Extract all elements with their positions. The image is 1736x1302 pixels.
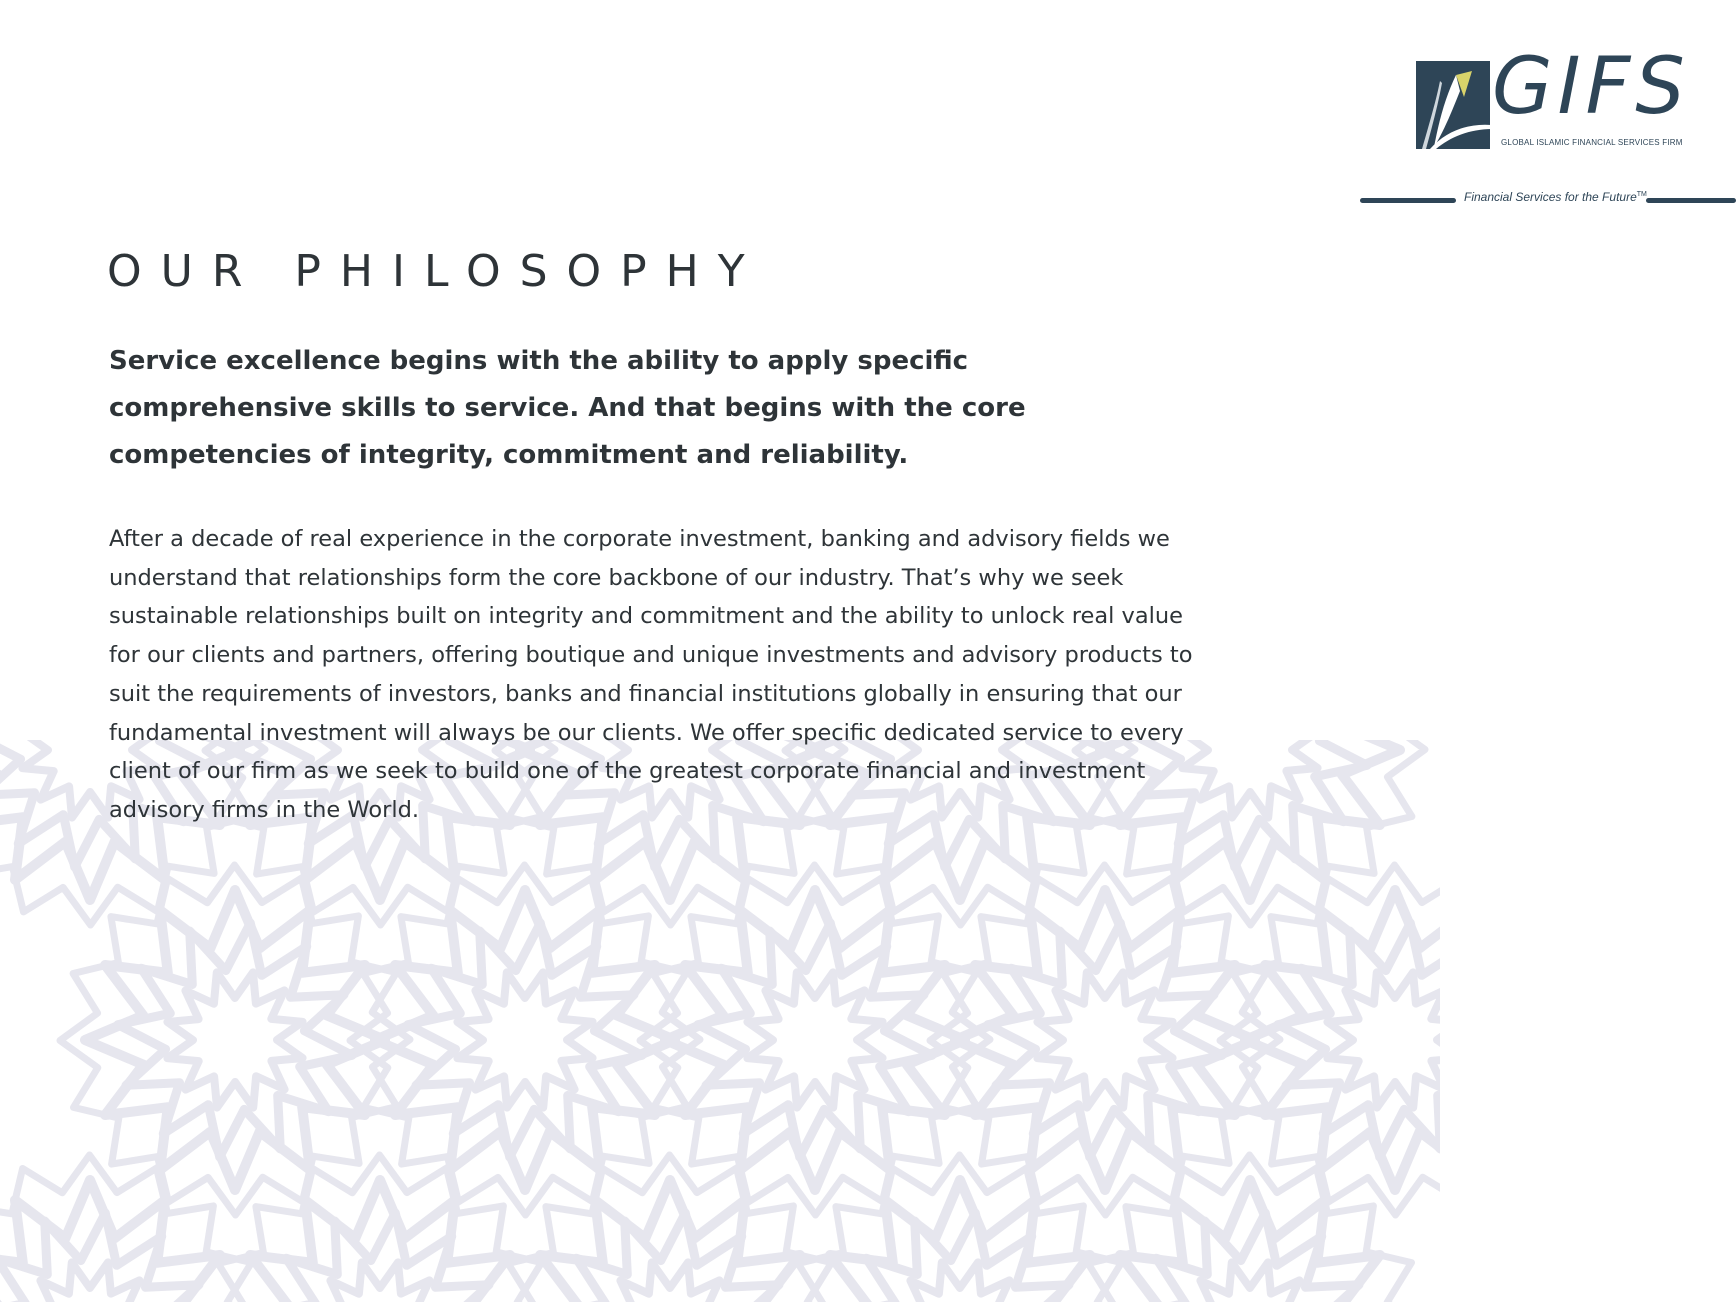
body-paragraph: After a decade of real experience in the corporate investment, banking and advisory fields we understand that relationships form the core backbone of our industry. That’s why we seek sustainable relationships built on integrity and commitment and the ability to unlock real value for our clients and partners, offering boutique and unique investments and advisory products to suit the requirements of investors, banks and financial institutions globally in ensuring that our fundamental investment will always be our clients. We offer specific dedicated service to every client of our firm as we seek to build one of the greatest corporate financial and investment advisory firms in the World. xyxy=(109,526,1193,823)
pattern-star xyxy=(698,923,932,1157)
pattern-star xyxy=(955,890,1255,1190)
pattern-star xyxy=(167,972,302,1107)
divider-left xyxy=(1360,198,1456,203)
tagline-bar xyxy=(1360,190,1736,212)
pattern-star xyxy=(408,923,642,1157)
pattern-star xyxy=(930,865,1280,1215)
lead-paragraph: Service excellence begins with the ability to apply specific comprehensive skills to service. And that begins with the core competencies of integrity, commitment and reliability. xyxy=(109,346,1026,470)
page-title: OUR PHILOSOPHY xyxy=(107,246,764,297)
pattern-star xyxy=(640,865,990,1215)
pattern-star xyxy=(60,865,410,1215)
trademark-mark: TM xyxy=(1636,191,1647,198)
pattern-star xyxy=(1327,972,1440,1107)
pattern-star xyxy=(665,890,965,1190)
company-logo xyxy=(1416,42,1690,158)
pattern-star xyxy=(118,923,352,1157)
divider-right xyxy=(1646,198,1736,203)
tagline xyxy=(1464,190,1647,204)
pattern-star xyxy=(1278,923,1440,1157)
tagline-text: Financial Services for the Future xyxy=(1464,190,1637,204)
pattern-star xyxy=(85,890,385,1190)
pattern-star xyxy=(988,923,1222,1157)
pattern-star xyxy=(350,865,700,1215)
pattern-star xyxy=(0,1180,240,1302)
pattern-star xyxy=(457,972,592,1107)
pattern-star xyxy=(1037,972,1172,1107)
logo-wordmark: GIFS xyxy=(1492,42,1690,132)
pattern-star xyxy=(747,972,882,1107)
logo-emblem-icon xyxy=(1416,61,1494,151)
pattern-star xyxy=(375,890,675,1190)
logo-subtitle: GLOBAL ISLAMIC FINANCIAL SERVICES FIRM xyxy=(1501,138,1683,147)
